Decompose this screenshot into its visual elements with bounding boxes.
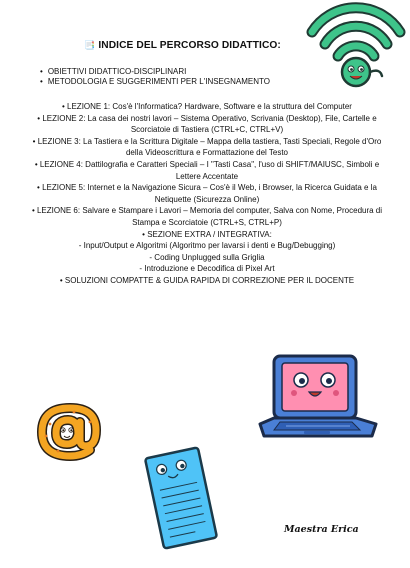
clipboard-icon: 📑 xyxy=(84,40,96,50)
laptop-mascot-icon xyxy=(256,350,380,446)
signature: Maestra Erica xyxy=(284,524,359,535)
list-item: - Introduzione e Decodifica di Pixel Art xyxy=(139,264,275,274)
list-item: • LEZIONE 1: Cos'è l'Informatica? Hardware, Software e la struttura del Computer xyxy=(62,102,352,111)
list-item: - Input/Output e Algoritmi (Algoritmo per lavarsi i denti e Bug/Debugging) xyxy=(78,241,336,251)
at-sign-mascot-icon xyxy=(34,400,104,462)
list-item: • LEZIONE 4: Dattilografia e Caratteri Speciali – I "Tasti Casa", l'uso di SHIFT/MAIUSC, Simboli e Lettere Accentate xyxy=(34,159,380,181)
objectives-list xyxy=(40,67,340,87)
list-item: • LEZIONE 6: Salvare e Stampare i Lavori – Memoria del computer, Salva con Nome, Procedura di Stampa e Scorciatoie (CTRL+S, CTRL+P) xyxy=(31,206,383,227)
list-item: • LEZIONE 5: Internet e la Navigazione Sicura – Cos'è il Web, i Browser, la Ricerca Guidata e la Netiquette (Sicurezza Online) xyxy=(37,183,377,204)
list-item: • SOLUZIONI COMPATTE & GUIDA RAPIDA DI CORREZIONE PER IL DOCENTE xyxy=(59,275,355,285)
page-title: 📑 INDICE DEL PERCORSO DIDATTICO: xyxy=(84,40,281,51)
list-item: • METODOLOGIA E SUGGERIMENTI PER L'INSEGNAMENTO xyxy=(40,77,340,87)
list-item: • OBIETTIVI DIDATTICO-DISCIPLINARI xyxy=(40,67,340,77)
document-mascot-icon xyxy=(138,442,224,554)
list-item: • LEZIONE 2: La casa dei nostri lavori – Sistema Operativo, Scrivania (Desktop), File, Cartelle e Scorciatoie di Tastiera (CTRL+C, CTRL+V) xyxy=(37,113,377,135)
lessons-list xyxy=(30,101,384,287)
list-item: - Coding Unplugged sulla Griglia xyxy=(149,252,265,262)
list-item: • SEZIONE EXTRA / INTEGRATIVA: xyxy=(142,229,272,239)
list-item: • LEZIONE 3: La Tastiera e la Scrittura Digitale – Mappa della tastiera, Tasti Speciali, Regole d'Oro della Videoscrittura e Formattazione del Testo xyxy=(32,136,382,158)
